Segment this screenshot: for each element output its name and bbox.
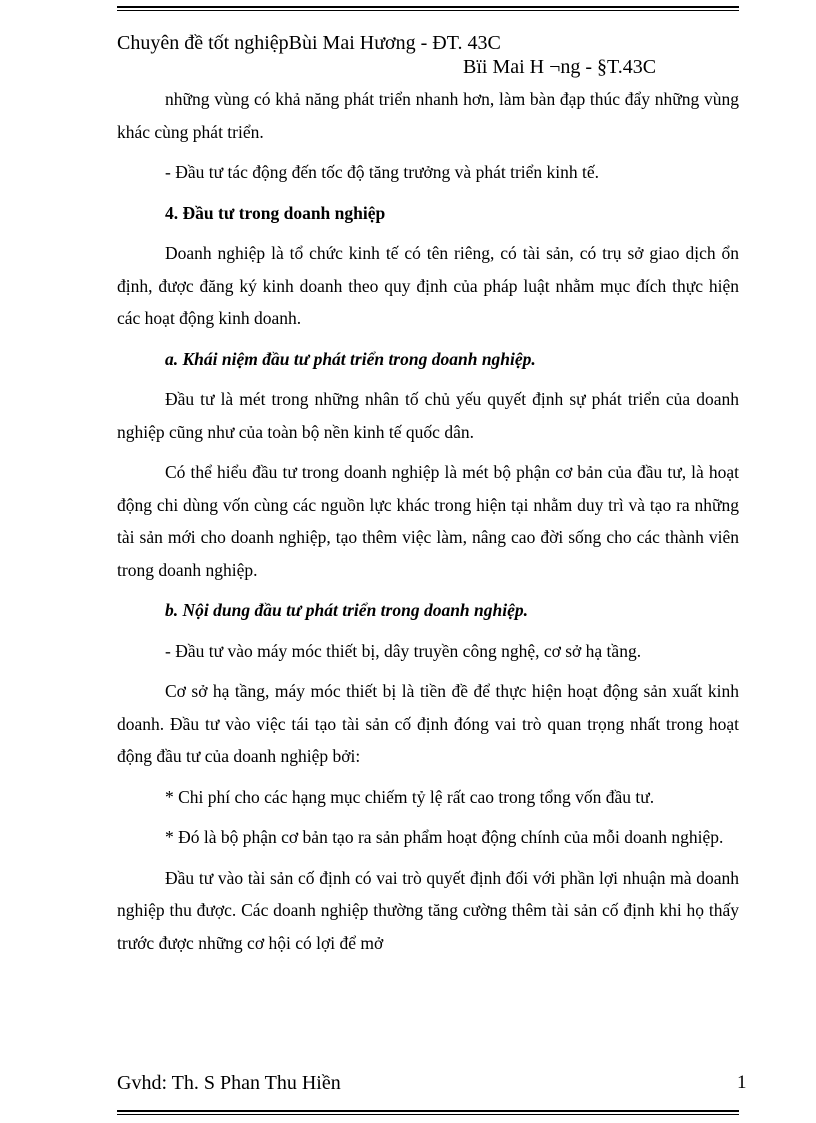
footer-rule (117, 1110, 739, 1115)
paragraph: - Đầu tư vào máy móc thiết bị, dây truyền công nghệ, cơ sở hạ tầng. (165, 640, 642, 661)
header-rule (117, 6, 739, 11)
paragraph: Đầu tư vào tài sản cố định có vai trò quyết định đối với phần lợi nhuận mà doanh nghiệp thu được. Các doanh nghiệp thường tăng cường thêm tài sản cố định khi họ thấy trước được những cơ hội có lợi để mở (117, 867, 739, 953)
running-header-garbled: Bïi Mai H ¬ng - §T.43C (463, 56, 657, 78)
paragraph: a. Khái niệm đầu tư phát triển trong doanh nghiệp. (165, 348, 536, 369)
paragraph: Cơ sở hạ tầng, máy móc thiết bị là tiền đề để thực hiện hoạt động sản xuất kinh doanh. Đầu tư vào việc tái tạo tài sản cố định đóng vai trò quan trọng nhất trong hoạt động đầu tư của doanh nghiệp bởi: (117, 681, 739, 766)
paragraph: Doanh nghiệp là tổ chức kinh tế có tên riêng, có tài sản, có trụ sở giao dịch ổn định, được đăng ký kinh doanh theo quy định của pháp luật nhằm mục đích thực hiện các hoạt động kinh doanh. (117, 243, 739, 328)
paragraph: 4. Đầu tư trong doanh nghiệp (165, 202, 386, 223)
running-header: Chuyên đề tốt nghiệpBùi Mai Hương - ĐT. 43C (117, 32, 501, 54)
paragraph: những vùng có khả năng phát triển nhanh hơn, làm bàn đạp thúc đẩy những vùng khác cùng phát triển. (117, 89, 739, 142)
paragraph: - Đầu tư tác động đến tốc độ tăng trưởng và phát triển kinh tế. (165, 162, 600, 182)
paragraph: Đầu tư là mét trong những nhân tố chủ yếu quyết định sự phát triển của doanh nghiệp cũng như của toàn bộ nền kinh tế quốc dân. (117, 389, 739, 442)
footer-advisor: Gvhd: Th. S Phan Thu Hiền (117, 1072, 341, 1094)
paragraph: * Chi phí cho các hạng mục chiếm tỷ lệ rất cao trong tổng vốn đầu tư. (165, 786, 655, 807)
paragraph: * Đó là bộ phận cơ bản tạo ra sản phẩm hoạt động chính của mỗi doanh nghiệp. (165, 827, 724, 847)
document-body (117, 83, 739, 959)
page-number: 1 (737, 1072, 747, 1093)
paragraph: Có thể hiểu đầu tư trong doanh nghiệp là mét bộ phận cơ bản của đầu tư, là hoạt động chi dùng vốn cùng các nguồn lực khác trong hiện tại nhằm duy trì và tạo ra những tài sản mới cho doanh nghiệp, tạo thêm việc làm, nâng cao đời sống cho các thành viên trong doanh nghiệp. (117, 462, 739, 580)
paragraph: b. Nội dung đầu tư phát triển trong doanh nghiệp. (165, 600, 529, 620)
